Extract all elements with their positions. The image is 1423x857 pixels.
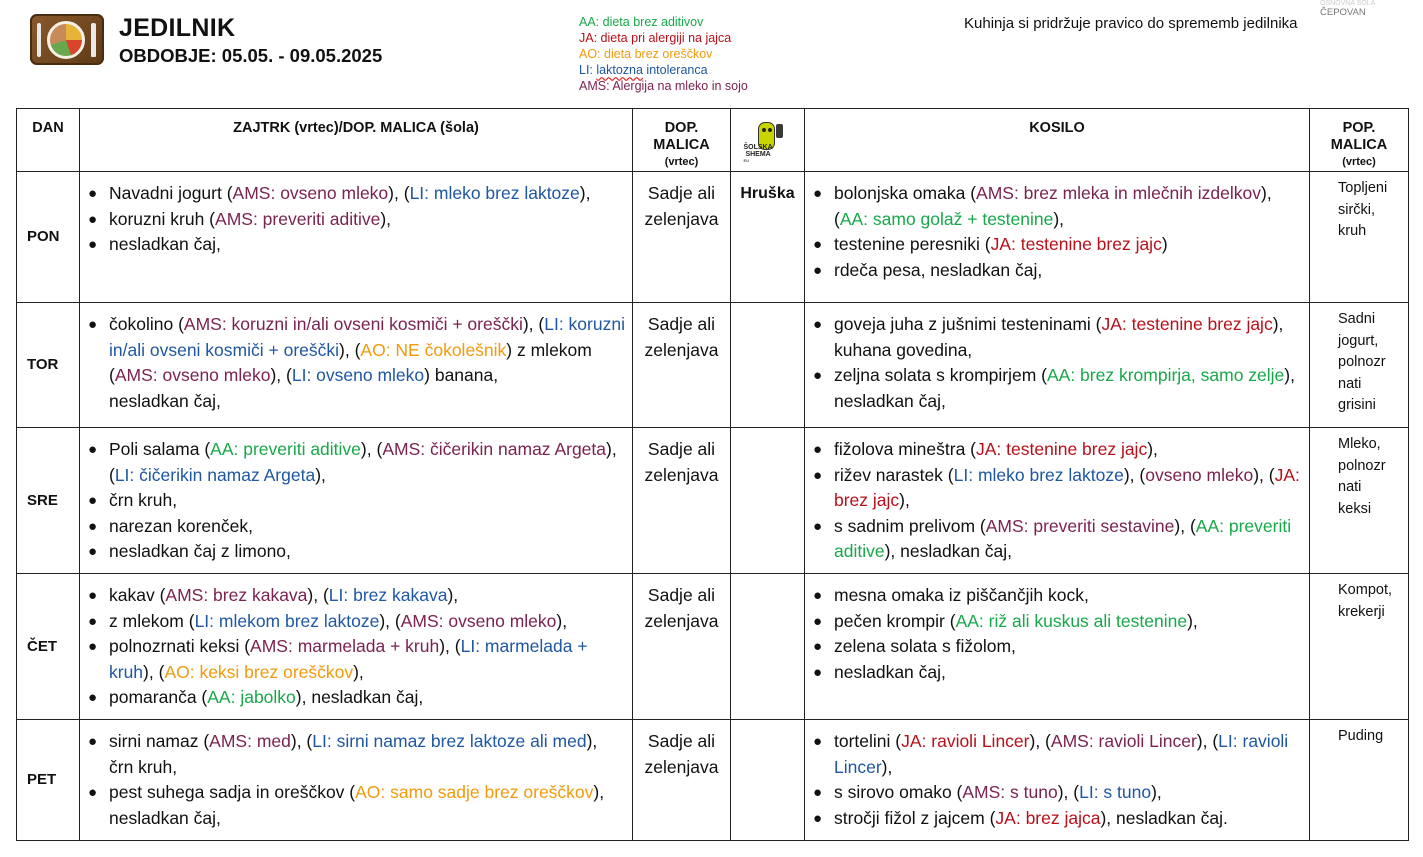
day-cell: PON: [17, 172, 80, 303]
list-item: ● pomaranča (AA: jabolko), nesladkan čaj,: [86, 685, 626, 711]
knife-icon: [91, 23, 96, 57]
column-header-pop-malica: POP. MALICA (vrtec): [1310, 109, 1409, 172]
list-item: ● tortelini (JA: ravioli Lincer), (AMS: ravioli Lincer), (LI: ravioli Lincer),: [811, 729, 1303, 780]
list-item: ● zeljna solata s krompirjem (AA: brez krompirja, samo zelje), nesladkan čaj,: [811, 363, 1303, 414]
legend-ams: AMS: Alergija na mleko in sojo: [579, 79, 748, 93]
list-item: ● nesladkan čaj,: [86, 232, 626, 258]
list-item: ● zelena solata s fižolom,: [811, 634, 1303, 660]
diet-legend: [579, 14, 748, 94]
snack-cell: Sadje ali zelenjava: [633, 428, 731, 574]
list-item: ● narezan korenček,: [86, 514, 626, 540]
column-header-school-scheme: [731, 109, 805, 172]
snack-cell: Sadje ali zelenjava: [633, 172, 731, 303]
school-scheme-logo-icon: ŠOLSKA SHEMA EU: [738, 120, 798, 160]
list-item: ● pečen krompir (AA: riž ali kuskus ali testenine),: [811, 609, 1303, 635]
breakfast-cell: [80, 172, 633, 303]
snack-cell: Sadje ali zelenjava: [633, 303, 731, 428]
column-header-dan: DAN: [17, 109, 80, 172]
list-item: ● polnozrnati keksi (AMS: marmelada + kruh), (LI: marmelada + kruh), (AO: keksi brez oreščkov),: [86, 634, 626, 685]
breakfast-cell: [80, 428, 633, 574]
day-cell: TOR: [17, 303, 80, 428]
legend-li: LI: laktozna intoleranca: [579, 63, 708, 77]
list-item: ● nesladkan čaj z limono,: [86, 539, 626, 565]
legend-ja: JA: dieta pri alergiji na jajca: [579, 31, 732, 45]
list-item: ● rižev narastek (LI: mleko brez laktoze), (ovseno mleko), (JA: brez jajc),: [811, 463, 1303, 514]
table-row: [17, 303, 1409, 428]
table-row: [17, 428, 1409, 574]
day-cell: ČET: [17, 574, 80, 720]
breakfast-cell: [80, 574, 633, 720]
list-item: ● s sadnim prelivom (AMS: preveriti sestavine), (AA: preveriti aditive), nesladkan čaj,: [811, 514, 1303, 565]
lunch-cell: [805, 428, 1310, 574]
school-scheme-cell: [731, 303, 805, 428]
table-row: [17, 574, 1409, 720]
list-item: ● Poli salama (AA: preveriti aditive), (AMS: čičerikin namaz Argeta), (LI: čičerikin namaz Argeta),: [86, 437, 626, 488]
list-item: ● stročji fižol z jajcem (JA: brez jajca), nesladkan čaj.: [811, 806, 1303, 832]
list-item: ● čokolino (AMS: koruzni in/ali ovseni kosmiči + oreščki), (LI: koruzni in/ali ovseni kosmiči + oreščki), (AO: NE čokolešnik) z mlekom (AMS: ovseno mleko), (LI: ovseno mleko) banana,: [86, 312, 626, 389]
list-item: ● nesladkan čaj,: [811, 660, 1303, 686]
school-scheme-cell: [731, 428, 805, 574]
list-item: nesladkan čaj,: [109, 390, 221, 411]
plate-icon: [47, 21, 85, 59]
afternoon-snack-cell: Kompot, krekerji: [1310, 574, 1409, 720]
legend-aa: AA: dieta brez aditivov: [579, 15, 704, 29]
snack-cell: Sadje ali zelenjava: [633, 574, 731, 720]
list-item: ● Navadni jogurt (AMS: ovseno mleko), (LI: mleko brez laktoze),: [86, 181, 626, 207]
table-header-row: [17, 109, 1409, 172]
list-item: ● mesna omaka iz piščančjih kock,: [811, 583, 1303, 609]
list-item: ● bolonjska omaka (AMS: brez mleka in mlečnih izdelkov), (AA: samo golaž + testenine),: [811, 181, 1303, 232]
day-cell: PET: [17, 720, 80, 841]
menu-period: OBDOBJE: 05.05. - 09.05.2025: [119, 45, 383, 66]
column-header-dop-malica: DOP. MALICA (vrtec): [633, 109, 731, 172]
list-item: ● kakav (AMS: brez kakava), (LI: brez kakava),: [86, 583, 626, 609]
lunch-cell: [805, 303, 1310, 428]
breakfast-cell: [80, 720, 633, 841]
table-row: [17, 720, 1409, 841]
list-item: ● testenine peresniki (JA: testenine brez jajc): [811, 232, 1303, 258]
legend-ao: AO: dieta brez oreščkov: [579, 47, 713, 61]
breakfast-cell: [80, 303, 633, 428]
afternoon-snack-cell: Mleko, polnozr nati keksi: [1310, 428, 1409, 574]
afternoon-snack-cell: Puding: [1310, 720, 1409, 841]
lunch-cell: [805, 574, 1310, 720]
list-item: ● pest suhega sadja in oreščkov (AO: samo sadje brez oreščkov), nesladkan čaj,: [86, 780, 626, 831]
list-item: ● fižolova mineštra (JA: testenine brez jajc),: [811, 437, 1303, 463]
menu-notice: Kuhinja si pridržuje pravico do sprememb jedilnika: [964, 15, 1298, 32]
school-name: OSNOVNA ŠOLA ČEPOVAN: [1320, 0, 1376, 18]
afternoon-snack-cell: Sadni jogurt, polnozr nati grisini: [1310, 303, 1409, 428]
list-item: ● goveja juha z jušnimi testeninami (JA: testenine brez jajc), kuhana govedina,: [811, 312, 1303, 363]
table-row: [17, 172, 1409, 303]
list-item: ● z mlekom (LI: mlekom brez laktoze), (AMS: ovseno mleko),: [86, 609, 626, 635]
day-cell: SRE: [17, 428, 80, 574]
column-header-kosilo: KOSILO: [805, 109, 1310, 172]
list-item: ● sirni namaz (AMS: med), (LI: sirni namaz brez laktoze ali med), črn kruh,: [86, 729, 626, 780]
school-scheme-cell: [731, 720, 805, 841]
list-item: ● koruzni kruh (AMS: preveriti aditive),: [86, 207, 626, 233]
snack-cell: Sadje ali zelenjava: [633, 720, 731, 841]
lunch-cell: [805, 720, 1310, 841]
list-item: ● s sirovo omako (AMS: s tuno), (LI: s tuno),: [811, 780, 1303, 806]
school-scheme-cell: Hruška: [731, 172, 805, 303]
lunch-cell: [805, 172, 1310, 303]
list-item: ● črn kruh,: [86, 488, 626, 514]
afternoon-snack-cell: Topljeni sirčki, kruh: [1310, 172, 1409, 303]
menu-logo-icon: [30, 14, 104, 65]
school-scheme-cell: [731, 574, 805, 720]
column-header-zajtrk: ZAJTRK (vrtec)/DOP. MALICA (šola): [80, 109, 633, 172]
fork-icon: [37, 23, 41, 57]
page-title: JEDILNIK: [119, 14, 236, 42]
menu-table: [16, 108, 1409, 841]
list-item: ● rdeča pesa, nesladkan čaj,: [811, 258, 1303, 284]
